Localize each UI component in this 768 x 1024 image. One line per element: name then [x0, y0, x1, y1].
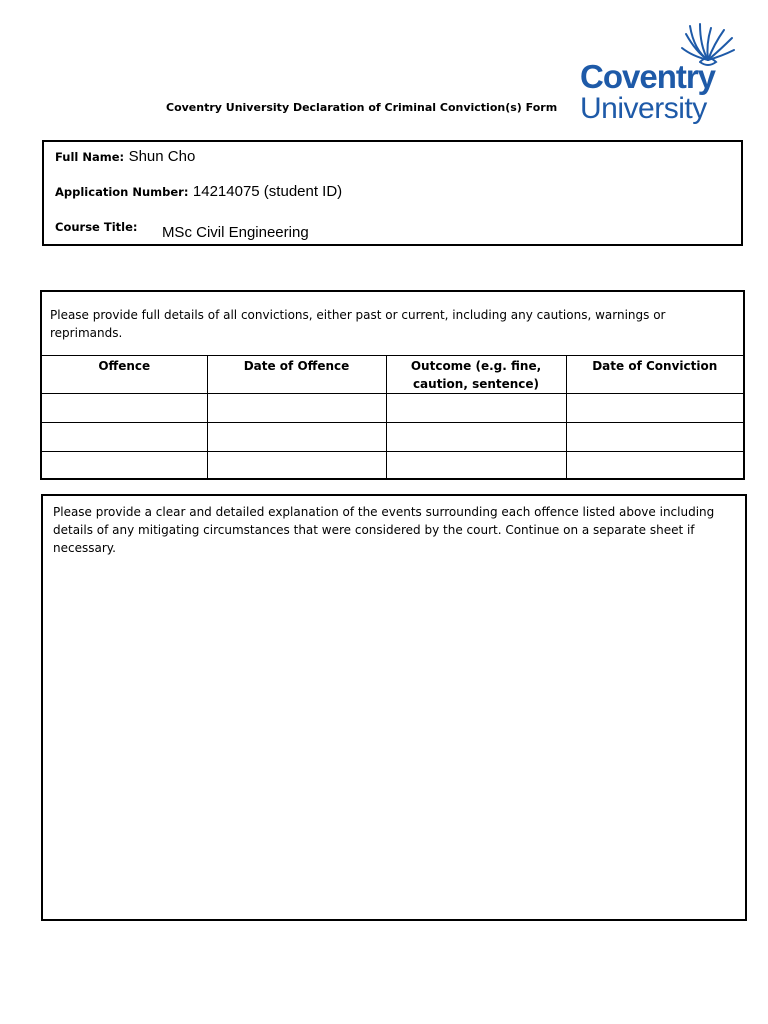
phoenix-icon [578, 22, 738, 126]
column-header-offence: Offence [42, 356, 207, 394]
date-of-offence-cell[interactable] [207, 452, 386, 481]
date-of-conviction-cell[interactable] [566, 452, 743, 481]
document-title: Coventry University Declaration of Criminal Conviction(s) Form [166, 101, 558, 114]
date-of-conviction-cell[interactable] [566, 423, 743, 452]
full-name-field[interactable]: Shun Cho [128, 148, 196, 165]
date-of-offence-cell[interactable] [207, 394, 386, 423]
date-of-offence-cell[interactable] [207, 423, 386, 452]
column-header-date-of-offence: Date of Offence [207, 356, 386, 394]
course-title-field[interactable]: MSc Civil Engineering [161, 224, 309, 241]
coventry-university-logo [578, 22, 738, 126]
full-name-label: Full Name: [55, 150, 125, 164]
outcome-cell[interactable] [386, 452, 566, 481]
explanation-field[interactable] [53, 566, 735, 909]
offence-cell[interactable] [42, 394, 207, 423]
offence-cell[interactable] [42, 423, 207, 452]
convictions-table [42, 355, 743, 480]
date-of-conviction-cell[interactable] [566, 394, 743, 423]
full-name-row [55, 148, 195, 166]
outcome-cell[interactable] [386, 423, 566, 452]
explanation-box [41, 494, 747, 921]
applicant-details-box [42, 140, 743, 246]
table-row [42, 394, 743, 423]
table-row [42, 452, 743, 481]
convictions-box [40, 290, 745, 480]
logo-word-coventry: Coventry [580, 58, 716, 95]
application-number-field[interactable]: 14214075 (student ID) [192, 183, 343, 200]
outcome-cell[interactable] [386, 394, 566, 423]
course-title-row [55, 220, 309, 241]
table-header-row [42, 356, 743, 394]
logo-word-university: University [580, 92, 707, 125]
column-header-date-of-conviction: Date of Conviction [566, 356, 743, 394]
column-header-outcome: Outcome (e.g. fine, caution, sentence) [386, 356, 566, 394]
explanation-instruction: Please provide a clear and detailed explanation of the events surrounding each offence listed above including details of any mitigating circumstances that were considered by the court. Continue on a separate sheet if necessary. [53, 505, 715, 555]
application-number-label: Application Number: [55, 185, 189, 199]
application-number-row [55, 183, 342, 201]
convictions-instruction: Please provide full details of all convictions, either past or current, including any cautions, warnings or reprimands. [50, 308, 666, 340]
offence-cell[interactable] [42, 452, 207, 481]
course-title-label: Course Title: [55, 220, 138, 234]
table-row [42, 423, 743, 452]
